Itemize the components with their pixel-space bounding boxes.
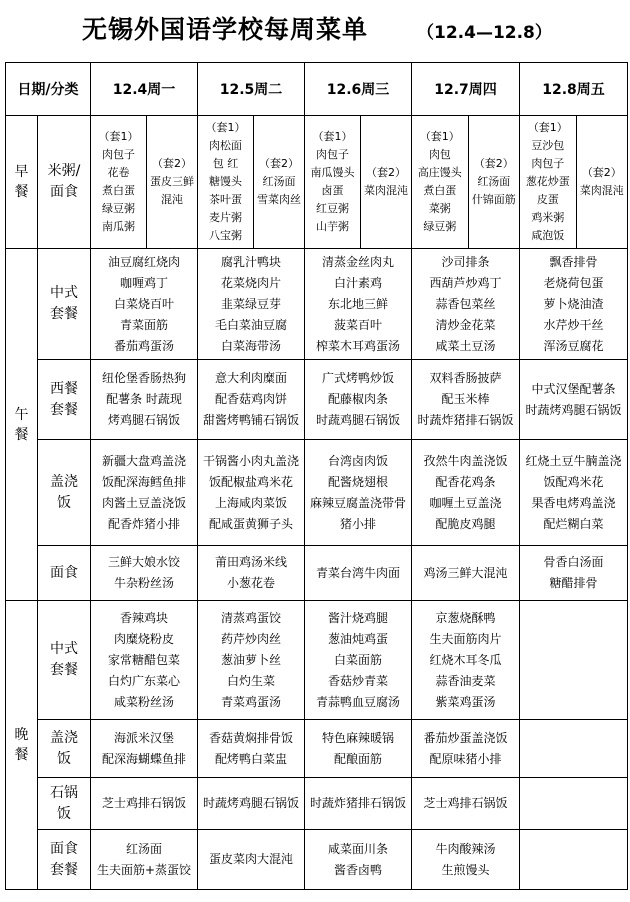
dinner-cell-tue <box>198 830 305 890</box>
menu-item: 酱香卤鸭 <box>333 862 382 877</box>
lunch-cell-mon <box>91 360 198 440</box>
lunch-cell-thu <box>412 440 520 546</box>
breakfast-sets <box>520 116 627 248</box>
breakfast-set2 <box>576 116 627 248</box>
lunch-cell-tue <box>198 440 305 546</box>
menu-item: 骨香白汤面 <box>543 555 604 569</box>
lunch-cell-tue <box>198 249 305 360</box>
menu-item: 白灼广东菜心 <box>107 673 180 688</box>
menu-item: 卤蛋 <box>321 184 344 197</box>
menu-item: 咸泡饭 <box>531 229 565 242</box>
menu-table <box>5 62 628 890</box>
menu-item: 鸡汤三鲜大混沌 <box>423 565 508 580</box>
dinner-row <box>6 830 628 890</box>
category-label-line: 西餐 <box>50 380 78 397</box>
menu-item: 饭配深海鳕鱼排 <box>101 474 186 489</box>
menu-item: 糖馒头 <box>209 175 243 188</box>
category-label-line: 饭 <box>57 805 71 822</box>
menu-item: （套1） <box>312 130 353 143</box>
menu-item: 紫菜鸡蛋汤 <box>435 694 496 709</box>
menu-item: 广式烤鸭炒饭 <box>321 371 394 385</box>
lunch-row <box>6 546 628 601</box>
menu-item: 肉糜烧粉皮 <box>113 631 174 646</box>
breakfast-sets <box>198 116 304 248</box>
header-day-fri: 12.8周五 <box>520 63 628 116</box>
breakfast-cell-thu <box>412 116 520 249</box>
menu-item: 毛白菜油豆腐 <box>214 317 287 332</box>
menu-item: 煮白蛋 <box>102 184 136 197</box>
lunch-cell-mon <box>91 546 198 601</box>
menu-item: （套2） <box>152 157 193 170</box>
breakfast-set1 <box>520 116 576 248</box>
menu-item: 花卷 <box>107 166 130 179</box>
menu-item: 饭配椒盐鸡米花 <box>208 474 293 489</box>
header-corner: 日期/分类 <box>6 63 91 116</box>
menu-item: 干锅酱小肉丸盖浇 <box>202 453 299 468</box>
menu-item: 红烧土豆牛腩盖浇 <box>525 453 622 468</box>
category-label-line: 石锅 <box>50 784 78 801</box>
menu-item: 咸菜粉丝汤 <box>113 694 174 709</box>
menu-item: 配原味猪小排 <box>429 751 502 766</box>
category-label-line: 面食 <box>50 564 78 581</box>
menu-item: 配深海蝴蝶鱼排 <box>101 751 186 766</box>
menu-item: 混沌 <box>161 193 184 206</box>
menu-item: 时蔬炸猪排石锅饭 <box>309 796 406 810</box>
menu-item: 皮蛋 <box>536 193 559 206</box>
menu-item: 水芹炒干丝 <box>543 317 604 332</box>
menu-item: 咖喱鸡丁 <box>119 275 168 290</box>
menu-item: 白汁素鸡 <box>333 275 382 290</box>
lunch-row <box>6 249 628 360</box>
menu-item: 沙司排条 <box>441 254 490 269</box>
menu-item: 榨菜木耳鸡蛋汤 <box>315 338 400 353</box>
menu-item: 甜酱烤鸭铺石锅饭 <box>202 413 299 427</box>
menu-item: 生煎馒头 <box>441 862 490 877</box>
page-title: 无锡外国语学校每周菜单 <box>82 15 369 44</box>
menu-item: 花菜烧肉片 <box>220 275 281 290</box>
menu-item: 猪小排 <box>339 516 376 531</box>
breakfast-sets <box>91 116 197 248</box>
category-label-line: 套餐 <box>50 306 78 322</box>
menu-item: 什锦面筋 <box>471 193 516 206</box>
category-label-line: 套餐 <box>50 401 78 418</box>
menu-item: 麦片粥 <box>209 211 243 224</box>
category-label-line: 饭 <box>57 750 71 767</box>
dinner-cell-fri <box>520 830 628 890</box>
menu-item: 配香花鸡条 <box>435 474 496 489</box>
menu-item: 配薯条 时蔬现 <box>106 392 182 406</box>
dinner-cell-fri <box>520 601 628 720</box>
category-label <box>38 546 91 601</box>
menu-item: 南瓜粥 <box>102 220 136 233</box>
menu-item: 配酿面筋 <box>333 751 382 766</box>
dinner-cell-tue <box>198 601 305 720</box>
meal-label-char: 早 <box>14 164 29 180</box>
meal-label-char: 餐 <box>14 184 29 200</box>
menu-item: 清蒸金丝肉丸 <box>321 254 394 269</box>
menu-item: 青菜面筋 <box>119 317 168 332</box>
breakfast-set2 <box>361 116 411 248</box>
dinner-cell-mon <box>91 778 198 830</box>
menu-item: 配香菇鸡肉饼 <box>214 392 287 406</box>
dinner-cell-mon <box>91 720 198 778</box>
menu-item: 菜肉混沌 <box>364 184 409 197</box>
lunch-cell-fri <box>520 546 628 601</box>
menu-item: 新疆大盘鸡盖浇 <box>101 453 186 468</box>
dinner-cell-wed <box>305 720 412 778</box>
dinner-row <box>6 601 628 720</box>
menu-item: 芝士鸡排石锅饭 <box>101 796 186 810</box>
menu-item: 肉松面 <box>209 139 243 152</box>
category-label-line: 米粥/ <box>47 163 81 179</box>
category-label <box>38 360 91 440</box>
menu-item: 海派米汉堡 <box>113 730 174 745</box>
dinner-cell-thu <box>412 720 520 778</box>
dinner-cell-fri <box>520 720 628 778</box>
menu-item: 肉包子 <box>102 148 136 161</box>
category-label <box>38 249 91 360</box>
menu-item: 配烤鸭白菜盅 <box>214 751 287 766</box>
menu-item: （套2） <box>581 166 622 179</box>
menu-item: 高庄馒头 <box>417 166 462 179</box>
menu-item: 蛋皮菜肉大混沌 <box>208 852 293 866</box>
menu-item: （套1） <box>419 130 460 143</box>
lunch-row <box>6 360 628 440</box>
dinner-cell-fri <box>520 778 628 830</box>
meal-label-dinner <box>6 601 38 890</box>
meal-label-char: 午 <box>14 406 29 423</box>
menu-item: 菠菜百叶 <box>333 317 382 332</box>
menu-item: 时蔬烤鸡腿石锅饭 <box>525 402 622 417</box>
breakfast-sets <box>305 116 411 248</box>
dinner-cell-thu <box>412 778 520 830</box>
menu-item: 饭配鸡米花 <box>543 474 604 489</box>
lunch-cell-thu <box>412 249 520 360</box>
dinner-cell-wed <box>305 830 412 890</box>
menu-item: 生夫面筋肉片 <box>429 631 502 646</box>
category-label-line: 套餐 <box>50 662 78 678</box>
breakfast-row <box>6 116 628 249</box>
breakfast-set1 <box>305 116 361 248</box>
category-label <box>38 830 91 890</box>
menu-item: 老烧荷包蛋 <box>543 275 604 290</box>
menu-item: 红豆粥 <box>316 202 350 215</box>
category-label <box>38 778 91 830</box>
menu-item: 清蒸鸡蛋饺 <box>220 610 281 625</box>
menu-item: 青蒜鸭血豆腐汤 <box>315 694 400 709</box>
menu-item: 青菜鸡蛋汤 <box>220 694 281 709</box>
dinner-row <box>6 720 628 778</box>
menu-item: 京葱烧酥鸭 <box>435 610 496 625</box>
meal-label-char: 晚 <box>14 727 29 743</box>
lunch-cell-wed <box>305 440 412 546</box>
menu-item: 绿豆粥 <box>423 220 457 233</box>
menu-item: 蛋皮三鲜 <box>150 175 195 188</box>
menu-item: （套2） <box>259 157 300 170</box>
menu-item: 糖醋排骨 <box>549 576 598 590</box>
menu-item: 番茄炒蛋盖浇饭 <box>423 730 508 745</box>
header-day-tue: 12.5周二 <box>198 63 305 116</box>
menu-item: 时蔬烤鸡腿石锅饭 <box>202 796 299 810</box>
category-label-line: 中式 <box>50 285 78 301</box>
menu-item: 咸菜面川条 <box>327 841 388 856</box>
meal-label-lunch <box>6 249 38 601</box>
category-label <box>38 720 91 778</box>
menu-item: （套1） <box>98 130 139 143</box>
breakfast-set1 <box>91 116 147 248</box>
menu-item: 牛杂粉丝汤 <box>113 576 174 590</box>
menu-item: 台湾卤肉饭 <box>327 453 388 468</box>
menu-item: 芝士鸡排石锅饭 <box>423 796 508 810</box>
dinner-cell-thu <box>412 830 520 890</box>
lunch-cell-thu <box>412 546 520 601</box>
dinner-cell-tue <box>198 720 305 778</box>
category-label <box>38 116 91 249</box>
menu-item: 配藤椒肉条 <box>327 392 388 406</box>
breakfast-set1 <box>412 116 468 248</box>
lunch-cell-wed <box>305 249 412 360</box>
menu-item: 孜然牛肉盖浇饭 <box>423 453 508 468</box>
category-label-line: 饭 <box>57 494 71 511</box>
menu-item: 番茄鸡蛋汤 <box>113 338 174 353</box>
lunch-cell-fri <box>520 360 628 440</box>
menu-item: 药芹炒肉丝 <box>220 631 281 646</box>
menu-item: 小葱花卷 <box>226 576 275 590</box>
menu-item: （套1） <box>527 121 568 134</box>
menu-item: （套1） <box>205 121 246 134</box>
menu-item: 葱油萝卜丝 <box>220 652 281 667</box>
category-label-line: 盖浇 <box>50 473 78 490</box>
breakfast-cell-mon <box>91 116 198 249</box>
menu-item: 菜粥 <box>428 202 451 215</box>
menu-item: 白菜烧百叶 <box>113 296 174 311</box>
menu-item: 韭菜绿豆芽 <box>220 296 281 311</box>
category-label-line: 中式 <box>50 641 78 657</box>
menu-item: 配酱烧翅根 <box>327 474 388 489</box>
breakfast-cell-fri <box>520 116 628 249</box>
meal-label-char: 餐 <box>14 426 29 443</box>
menu-item: 咸菜土豆汤 <box>435 338 496 353</box>
menu-item: 配香炸猪小排 <box>107 516 180 531</box>
menu-item: 腐乳汁鸭块 <box>220 254 281 269</box>
dinner-cell-wed <box>305 778 412 830</box>
meal-label-char: 餐 <box>14 747 29 763</box>
menu-item: 双料香肠披萨 <box>429 371 502 385</box>
menu-item: 雪菜肉丝 <box>257 193 302 206</box>
breakfast-sets <box>412 116 519 248</box>
menu-item: 香辣鸡块 <box>119 610 168 625</box>
header-day-wed: 12.6周三 <box>305 63 412 116</box>
menu-item: 红汤面 <box>125 841 162 856</box>
lunch-cell-wed <box>305 546 412 601</box>
lunch-cell-fri <box>520 249 628 360</box>
menu-item: 三鲜大娘水饺 <box>107 555 180 569</box>
menu-item: 特色麻辣暖锅 <box>321 730 394 745</box>
menu-item: 香菇黄焖排骨饭 <box>208 730 293 745</box>
menu-item: 浑汤豆腐花 <box>543 338 604 353</box>
dinner-cell-mon <box>91 601 198 720</box>
category-label-line: 套餐 <box>50 861 78 878</box>
menu-item: 莆田鸡汤米线 <box>214 555 287 569</box>
menu-item: 生夫面筋+蒸蛋饺 <box>96 862 192 877</box>
menu-item: 酱汁烧鸡腿 <box>327 610 388 625</box>
menu-item: 绿豆粥 <box>102 202 136 215</box>
menu-item: 配脆皮鸡腿 <box>435 516 496 531</box>
lunch-cell-tue <box>198 360 305 440</box>
breakfast-set1 <box>198 116 254 248</box>
breakfast-cell-wed <box>305 116 412 249</box>
breakfast-set2 <box>468 116 519 248</box>
header-row <box>6 63 628 116</box>
meal-label-breakfast <box>6 116 38 249</box>
lunch-cell-tue <box>198 546 305 601</box>
menu-item: 茶叶蛋 <box>209 193 243 206</box>
menu-item: 鸡米粥 <box>531 211 565 224</box>
menu-item: 咖喱土豆盖浇 <box>429 495 502 510</box>
menu-item: 香菇炒青菜 <box>327 673 388 688</box>
menu-item: 萝卜烧油渣 <box>543 296 604 311</box>
menu-item: （套2） <box>473 157 514 170</box>
menu-item: 红汤面 <box>477 175 511 188</box>
breakfast-set2 <box>254 116 304 248</box>
menu-item: 上海咸肉菜饭 <box>214 495 287 510</box>
menu-item: 家常糖醋包菜 <box>107 652 180 667</box>
category-label-line: 盖浇 <box>50 729 78 746</box>
menu-item: 东北地三鲜 <box>327 296 388 311</box>
menu-item: 配玉米棒 <box>441 392 490 406</box>
lunch-cell-wed <box>305 360 412 440</box>
menu-item: （套2） <box>366 166 407 179</box>
menu-item: 菜肉混沌 <box>579 184 624 197</box>
category-label-line: 面食 <box>50 184 78 200</box>
lunch-cell-mon <box>91 249 198 360</box>
category-label <box>38 601 91 720</box>
menu-item: 中式汉堡配薯条 <box>531 381 616 396</box>
menu-item: 时蔬炸猪排石锅饭 <box>417 413 514 427</box>
menu-item: 豆沙包 <box>531 139 565 152</box>
menu-item: 果香电烤鸡盖浇 <box>531 495 616 510</box>
menu-item: 红烧木耳冬瓜 <box>429 652 502 667</box>
menu-item: 牛肉酸辣汤 <box>435 841 496 856</box>
lunch-cell-mon <box>91 440 198 546</box>
menu-item: 肉酱土豆盖浇饭 <box>101 495 186 510</box>
breakfast-set2 <box>147 116 197 248</box>
menu-item: 肉包 <box>428 148 451 161</box>
lunch-cell-thu <box>412 360 520 440</box>
menu-item: 八宝粥 <box>209 229 243 242</box>
menu-item: 山芋粥 <box>316 220 350 233</box>
menu-item: 纽伦堡香肠热狗 <box>101 371 186 385</box>
menu-item: 西葫芦炒鸡丁 <box>429 275 502 290</box>
menu-item: 青菜台湾牛肉面 <box>315 565 400 580</box>
dinner-cell-thu <box>412 601 520 720</box>
menu-item: 红汤面 <box>262 175 296 188</box>
lunch-row <box>6 440 628 546</box>
category-label <box>38 440 91 546</box>
menu-item: 白灼生菜 <box>226 673 275 688</box>
menu-item: 白菜海带汤 <box>220 338 281 353</box>
header-day-mon: 12.4周一 <box>91 63 198 116</box>
menu-item: 蒜香包菜丝 <box>435 296 496 311</box>
menu-item: 蒜香油麦菜 <box>435 673 496 688</box>
menu-item: 油豆腐红烧肉 <box>107 254 180 269</box>
menu-item: 配烂糊白菜 <box>543 516 604 531</box>
menu-item: 白菜面筋 <box>333 652 382 667</box>
header-day-thu: 12.7周四 <box>412 63 520 116</box>
menu-item: 葱油炖鸡蛋 <box>327 631 388 646</box>
breakfast-cell-tue <box>198 116 305 249</box>
menu-item: 清炒金花菜 <box>435 317 496 332</box>
menu-item: 包 红 <box>212 157 239 170</box>
dinner-cell-tue <box>198 778 305 830</box>
menu-item: 配咸蛋黄狮子头 <box>208 516 293 531</box>
menu-item: 麻辣豆腐盖浇带骨 <box>309 495 406 510</box>
menu-item: 肉包子 <box>316 148 350 161</box>
menu-item: 时蔬鸡腿石锅饭 <box>315 413 400 427</box>
menu-item: 葱花炒蛋 <box>525 175 570 188</box>
menu-item: 烤鸡腿石锅饭 <box>107 413 180 427</box>
date-range: （12.4—12.8） <box>417 23 552 43</box>
dinner-cell-mon <box>91 830 198 890</box>
dinner-cell-wed <box>305 601 412 720</box>
menu-item: 意大利肉糜面 <box>214 371 287 385</box>
lunch-cell-fri <box>520 440 628 546</box>
menu-item: 南瓜馒头 <box>310 166 355 179</box>
category-label-line: 面食 <box>50 840 78 857</box>
dinner-row <box>6 778 628 830</box>
menu-item: 煮白蛋 <box>423 184 457 197</box>
menu-item: 肉包子 <box>531 157 565 170</box>
menu-item: 飘香排骨 <box>549 254 598 269</box>
